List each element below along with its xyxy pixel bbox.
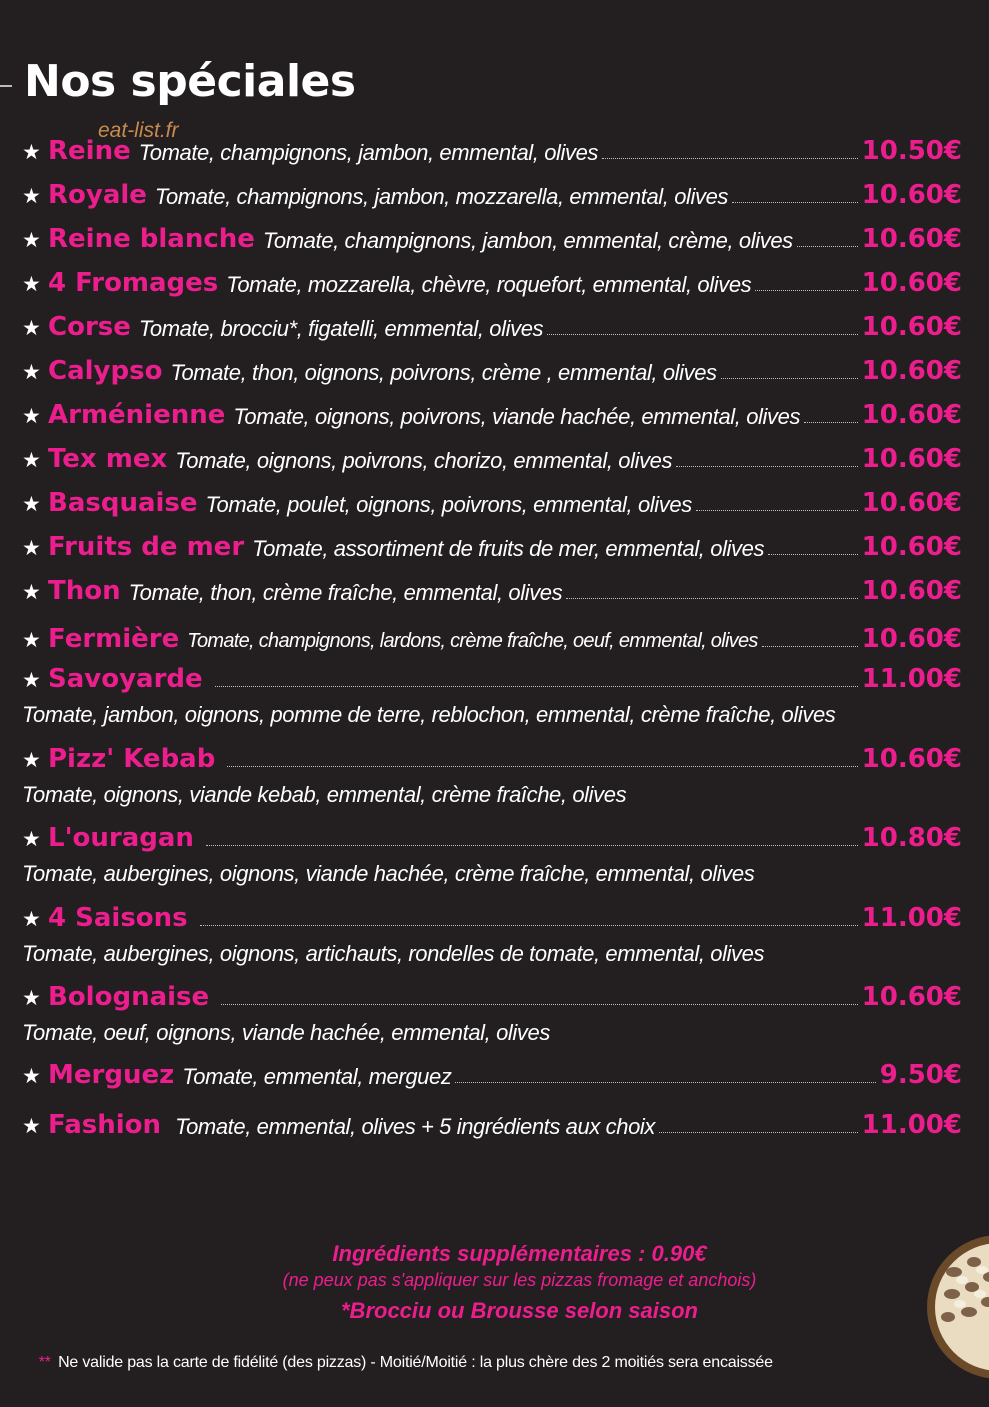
dotted-leader: [676, 465, 858, 467]
pizza-description: Tomate, champignons, jambon, mozzarella, emmental, olives: [154, 184, 729, 209]
dotted-leader: [762, 645, 858, 647]
pizza-name: Basquaise: [48, 488, 198, 518]
menu-item: [22, 1054, 962, 1092]
pizza-name: Pizz' Kebab: [48, 743, 216, 774]
edge-crop-mark: [0, 85, 12, 87]
pizza-name: Reine blanche: [48, 224, 255, 254]
pizza-price: 10.60€: [861, 268, 962, 298]
pizza-description: Tomate, champignons, jambon, emmental, olives: [138, 140, 599, 165]
star-icon: ★: [22, 907, 41, 931]
pizza-name: L'ouragan: [48, 823, 194, 853]
pizza-description: Tomate, mozzarella, chèvre, roquefort, emmental, olives: [226, 272, 752, 297]
brocciu-note: *Brocciu ou Brousse selon saison: [341, 1298, 698, 1323]
pizza-description: Tomate, oignons, poivrons, chorizo, emmental, olives: [175, 448, 673, 473]
dotted-leader: [721, 377, 858, 379]
star-icon: ★: [22, 669, 41, 692]
footnote-text: Ne valide pas la carte de fidélité (des pizzas) - Moitié/Moitié : la plus chère des 2 moitiés sera encaissée: [58, 1354, 773, 1371]
pizza-price: 10.60€: [861, 312, 962, 342]
pizza-description: Tomate, emmental, merguez: [182, 1063, 452, 1089]
pizza-price: 10.60€: [861, 488, 962, 518]
dotted-leader: [206, 844, 858, 846]
star-icon: ★: [22, 449, 41, 472]
menu-item: [22, 344, 962, 388]
menu-item: [22, 476, 962, 520]
dotted-leader: [602, 157, 858, 159]
pizza-name: Fruits de mer: [48, 532, 245, 562]
pizza-description: Tomate, champignons, lardons, crème fraîche, oeuf, emmental, olives: [187, 630, 758, 652]
pizza-description: Tomate, assortiment de fruits de mer, emmental, olives: [252, 536, 765, 561]
pizza-name: Tex mex: [48, 444, 168, 474]
star-icon: ★: [22, 1114, 41, 1138]
dotted-leader: [566, 597, 857, 599]
pizza-description: Tomate, jambon, oignons, pomme de terre, reblochon, emmental, crème fraîche, olives: [22, 702, 836, 727]
dotted-leader: [455, 1081, 875, 1083]
pizza-name: Fermière: [48, 624, 180, 654]
dotted-leader: [768, 553, 858, 555]
dotted-leader: [659, 1131, 858, 1133]
footnote-mark: **: [38, 1354, 51, 1371]
pizza-name: Savoyarde: [48, 664, 203, 694]
extra-ingredients-note: (ne peux pas s'appliquer sur les pizzas fromage et anchois): [282, 1270, 757, 1290]
pizza-photo-icon: [924, 1232, 989, 1382]
pizza-price: 10.60€: [861, 224, 962, 254]
menu-item: [22, 520, 962, 564]
pizza-description: Tomate, oignons, viande kebab, emmental, crème fraîche, olives: [22, 781, 627, 807]
pizza-description: Tomate, poulet, oignons, poivrons, emmental, olives: [205, 492, 692, 517]
pizza-price: 10.60€: [861, 576, 962, 606]
pizza-price: 10.60€: [861, 743, 962, 774]
pizza-name: Arménienne: [48, 400, 226, 430]
pizza-name: Royale: [48, 180, 147, 210]
dotted-leader: [215, 685, 858, 687]
pizza-price: 10.60€: [861, 356, 962, 386]
dotted-leader: [227, 765, 857, 767]
menu-item: [22, 256, 962, 300]
loyalty-footnote: [38, 1354, 773, 1372]
pizza-name: 4 Fromages: [48, 268, 219, 298]
menu-item: [22, 432, 962, 476]
menu-item: [22, 608, 962, 656]
menu-item: [22, 974, 962, 1054]
pizza-price: 10.60€: [861, 180, 962, 210]
extra-ingredients-price: Ingrédients supplémentaires : 0.90€: [332, 1241, 707, 1266]
star-icon: ★: [22, 405, 41, 428]
dotted-leader: [755, 289, 857, 291]
menu-item: [22, 815, 962, 895]
pizza-price: 9.50€: [879, 1059, 962, 1090]
pizza-description: Tomate, oignons, poivrons, viande hachée, emmental, olives: [233, 404, 801, 429]
pizza-price: 10.60€: [861, 444, 962, 474]
pizza-description: Tomate, aubergines, oignons, viande hachée, crème fraîche, emmental, olives: [22, 861, 755, 886]
pizza-description: Tomate, brocciu*, figatelli, emmental, olives: [138, 316, 544, 341]
dotted-leader: [732, 201, 858, 203]
menu-item: [22, 212, 962, 256]
pizza-price: 10.50€: [861, 136, 962, 166]
star-icon: ★: [22, 229, 41, 252]
pizza-name: Merguez: [48, 1059, 175, 1090]
pizza-price: 11.00€: [861, 664, 962, 694]
menu-item: [22, 300, 962, 344]
site-watermark: eat-list.fr: [98, 119, 179, 142]
menu-item: [22, 124, 962, 168]
pizza-name: Thon: [48, 576, 121, 606]
star-icon: ★: [22, 748, 41, 772]
star-icon: ★: [22, 581, 41, 604]
menu-item: [22, 168, 962, 212]
dotted-leader: [221, 1003, 858, 1005]
pizza-price: 10.60€: [861, 532, 962, 562]
pizza-description: Tomate, aubergines, oignons, artichauts, rondelles de tomate, emmental, olives: [22, 940, 765, 966]
dotted-leader: [797, 245, 858, 247]
dotted-leader: [696, 509, 858, 511]
pizza-price: 10.80€: [861, 823, 962, 853]
pizza-price: 10.60€: [861, 400, 962, 430]
pizza-price: 10.60€: [861, 624, 962, 654]
pizza-price: 11.00€: [861, 1109, 962, 1140]
pizza-description: Tomate, thon, crème fraîche, emmental, olives: [128, 580, 563, 605]
star-icon: ★: [22, 537, 41, 560]
pizza-name: Fashion: [48, 1109, 162, 1140]
menu-item: [22, 895, 962, 975]
dotted-leader: [200, 924, 858, 926]
star-icon: ★: [22, 361, 41, 384]
pizza-name: Calypso: [48, 356, 163, 386]
dotted-leader: [547, 333, 858, 335]
pizza-name: Reine: [48, 136, 131, 166]
dotted-leader: [804, 421, 858, 423]
pizza-description: Tomate, thon, oignons, poivrons, crème , emmental, olives: [170, 360, 717, 385]
pizza-price: 11.00€: [861, 902, 962, 933]
menu-item: [22, 1092, 962, 1142]
star-icon: ★: [22, 629, 41, 652]
star-icon: ★: [22, 141, 41, 164]
pizza-price: 10.60€: [861, 982, 962, 1012]
menu-item: [22, 564, 962, 608]
pizza-description: Tomate, champignons, jambon, emmental, crème, olives: [262, 228, 793, 253]
pizza-menu: [22, 124, 962, 1142]
star-icon: ★: [22, 828, 41, 851]
star-icon: ★: [22, 317, 41, 340]
pizza-name: 4 Saisons: [48, 902, 188, 933]
menu-item: [22, 388, 962, 432]
page-title: Nos spéciales: [24, 56, 356, 107]
star-icon: ★: [22, 273, 41, 296]
star-icon: ★: [22, 1064, 41, 1088]
pizza-description: Tomate, emmental, olives + 5 ingrédients aux choix: [175, 1113, 656, 1139]
star-icon: ★: [22, 987, 41, 1010]
menu-item: [22, 656, 962, 736]
pizza-description: Tomate, oeuf, oignons, viande hachée, emmental, olives: [22, 1020, 550, 1045]
star-icon: ★: [22, 493, 41, 516]
pizza-name: Corse: [48, 312, 131, 342]
star-icon: ★: [22, 185, 41, 208]
pizza-name: Bolognaise: [48, 982, 210, 1012]
menu-item: [22, 736, 962, 816]
